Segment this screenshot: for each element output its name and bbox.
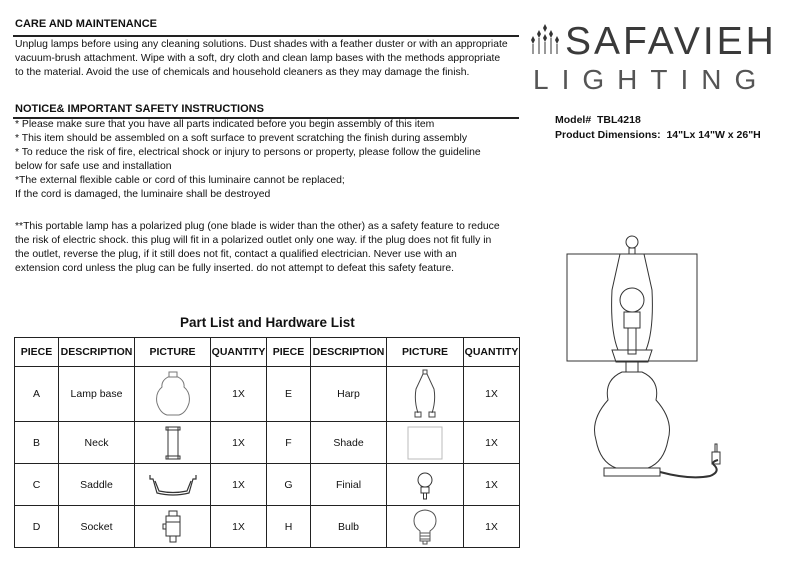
- care-text: Unplug lamps before using any cleaning solutions. Dust shades with a feather duster or with an appropriate vacuum-brush attachment. Wipe with a soft, dry cloth and clean lamp bases with the methods appropriate to the material. Avoid the use of chemicals and household cleaners as they may damage the finish.: [15, 39, 508, 78]
- finial-icon: [415, 470, 435, 500]
- plug-note: **This portable lamp has a polarized plug (one blade is wider than the other) as a safety feature to reduce the risk of electric shock. this plug will fit in a polarized outlet only one way. if the plug does not fit fully in the outlet, reverse the plug, if it still does not fit, contact a qualified electrician. Never use with an extension cord unless the plug can be fully inserted. do not attempt to defeat this safety feature.: [15, 221, 500, 274]
- dims-value: 14"Lx 14"W x 26"H: [666, 129, 761, 141]
- header-cell: DESCRIPTION: [59, 338, 135, 367]
- description-cell: Shade: [311, 422, 387, 464]
- description-cell: Saddle: [59, 464, 135, 506]
- header-cell: PICTURE: [387, 338, 464, 367]
- description-cell: Bulb: [311, 506, 387, 548]
- piece-cell: C: [15, 464, 59, 506]
- piece-cell: G: [267, 464, 311, 506]
- safety-text: * Please make sure that you have all parts indicated before you begin assembly of this item * This item should be assembled on a soft surface to prevent scratching the finish during assembly * To reduce the risk of fire, electrical shock or injury to persons or property, please follow the guideline below for safe use and installation *The external flexible cable or cord of this luminaire cannot be replaced; If the cord is damaged, the luminaire shall be destroyed: [15, 119, 481, 200]
- piece-cell: B: [15, 422, 59, 464]
- model-label: Model#: [555, 114, 592, 126]
- table-row: [15, 422, 520, 464]
- parts-table: [14, 337, 520, 548]
- table-header-row: [15, 338, 520, 367]
- neck-icon: [164, 426, 182, 460]
- table-title: Part List and Hardware List: [180, 315, 355, 330]
- description-cell: Harp: [311, 367, 387, 422]
- brand-name: SAFAVIEH: [565, 20, 777, 63]
- dimensions-line: [555, 128, 761, 143]
- quantity-cell: 1X: [464, 367, 520, 422]
- picture-cell: [387, 464, 464, 506]
- piece-cell: A: [15, 367, 59, 422]
- brand-sub: LIGHTING: [533, 64, 770, 95]
- piece-cell: F: [267, 422, 311, 464]
- picture-cell: [135, 464, 211, 506]
- description-cell: Finial: [311, 464, 387, 506]
- header-cell: DESCRIPTION: [311, 338, 387, 367]
- care-title: CARE AND MAINTENANCE: [15, 18, 157, 30]
- chandelier-logo-icon: [527, 24, 563, 58]
- table-row: [15, 506, 520, 548]
- divider: [13, 35, 519, 37]
- header-cell: PICTURE: [135, 338, 211, 367]
- safety-title: NOTICE& IMPORTANT SAFETY INSTRUCTIONS: [15, 103, 264, 115]
- lamp-base-icon: [153, 371, 193, 417]
- piece-cell: D: [15, 506, 59, 548]
- header-cell: QUANTITY: [464, 338, 520, 367]
- picture-cell: [387, 367, 464, 422]
- description-cell: Neck: [59, 422, 135, 464]
- model-value: TBL4218: [597, 114, 641, 126]
- description-cell: Socket: [59, 506, 135, 548]
- header-cell: PIECE: [267, 338, 311, 367]
- quantity-cell: 1X: [464, 464, 520, 506]
- picture-cell: [387, 422, 464, 464]
- shade-icon: [407, 426, 443, 460]
- socket-icon: [161, 510, 185, 544]
- quantity-cell: 1X: [464, 506, 520, 548]
- quantity-cell: 1X: [211, 367, 267, 422]
- quantity-cell: 1X: [464, 422, 520, 464]
- quantity-cell: 1X: [211, 422, 267, 464]
- header-cell: PIECE: [15, 338, 59, 367]
- piece-cell: E: [267, 367, 311, 422]
- bulb-icon: [412, 509, 438, 545]
- header-cell: QUANTITY: [211, 338, 267, 367]
- quantity-cell: 1X: [211, 506, 267, 548]
- picture-cell: [135, 367, 211, 422]
- table-row: [15, 464, 520, 506]
- description-cell: Lamp base: [59, 367, 135, 422]
- model-line: [555, 113, 641, 128]
- table-row: [15, 367, 520, 422]
- piece-cell: H: [267, 506, 311, 548]
- picture-cell: [387, 506, 464, 548]
- harp-icon: [410, 369, 440, 419]
- saddle-icon: [147, 471, 199, 499]
- picture-cell: [135, 422, 211, 464]
- picture-cell: [135, 506, 211, 548]
- lamp-illustration: [560, 230, 800, 550]
- dims-label: Product Dimensions:: [555, 129, 661, 141]
- quantity-cell: 1X: [211, 464, 267, 506]
